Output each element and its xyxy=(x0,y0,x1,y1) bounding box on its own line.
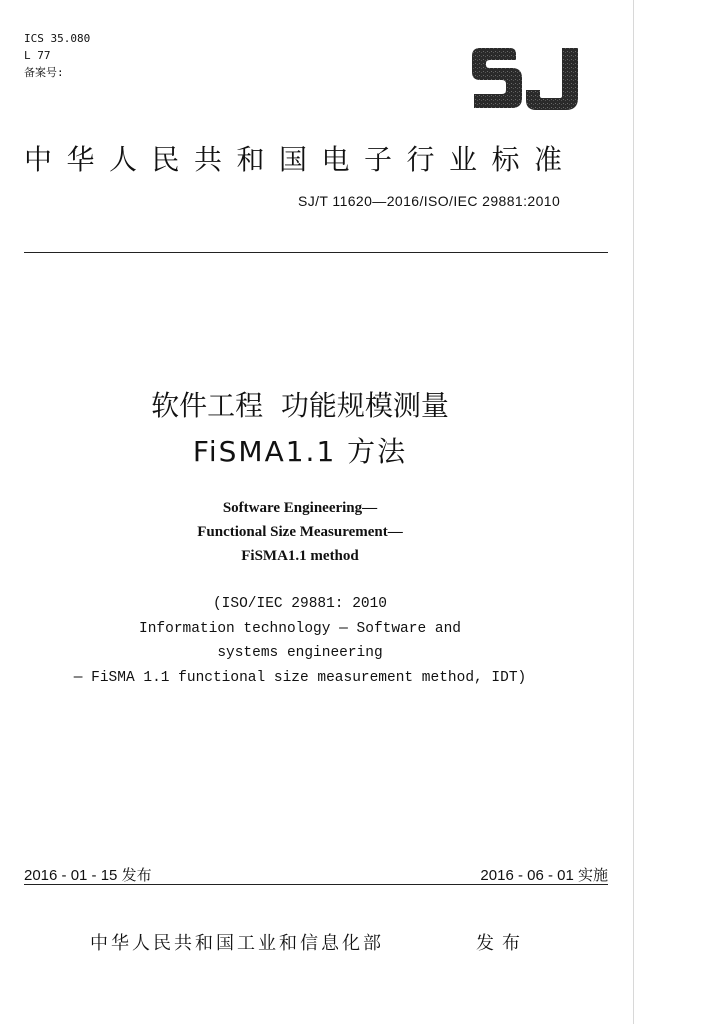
footer-rule xyxy=(24,884,608,885)
header-rule xyxy=(24,252,608,253)
standard-code: SJ/T 11620—2016/ISO/IEC 29881:2010 xyxy=(298,193,561,209)
record-number-label: 备案号: xyxy=(24,66,64,79)
page-edge-divider xyxy=(633,0,634,1024)
iso-note-line: (ISO/IEC 29881: 2010 xyxy=(212,596,388,612)
iso-note-line: Information technology — Software and xyxy=(139,620,461,637)
title-english-line: Functional Size Measurement— xyxy=(197,524,403,540)
standard-category-title: 中华人民共和国电子行业标准 xyxy=(24,143,577,176)
iso-note-line: systems engineering xyxy=(217,645,383,661)
logo-letter-j xyxy=(526,48,578,110)
publish-label: 发布 xyxy=(476,933,528,954)
classification-block xyxy=(24,30,90,81)
logo-letter-s xyxy=(472,48,522,108)
ics-code: ICS 35.080 xyxy=(24,32,91,45)
title-english-line: Software Engineering— xyxy=(222,500,378,516)
title-chinese-line1: 软件工程 功能规模测量 xyxy=(151,389,449,422)
ccs-code: L 77 xyxy=(24,49,51,62)
sj-logo xyxy=(470,46,582,112)
issue-date: 2016 - 01 - 15 发布 xyxy=(24,867,152,884)
title-english xyxy=(0,496,600,568)
implementation-date: 2016 - 06 - 01 实施 xyxy=(480,867,608,884)
title-chinese-line2: FiSMA1.1 方法 xyxy=(192,435,408,468)
iso-equivalence-note xyxy=(0,592,600,690)
publisher-name: 中华人民共和国工业和信息化部 xyxy=(90,933,384,954)
iso-note-line: — FiSMA 1.1 functional size measurement method, IDT) xyxy=(73,669,527,686)
title-english-line: FiSMA1.1 method xyxy=(241,548,359,564)
